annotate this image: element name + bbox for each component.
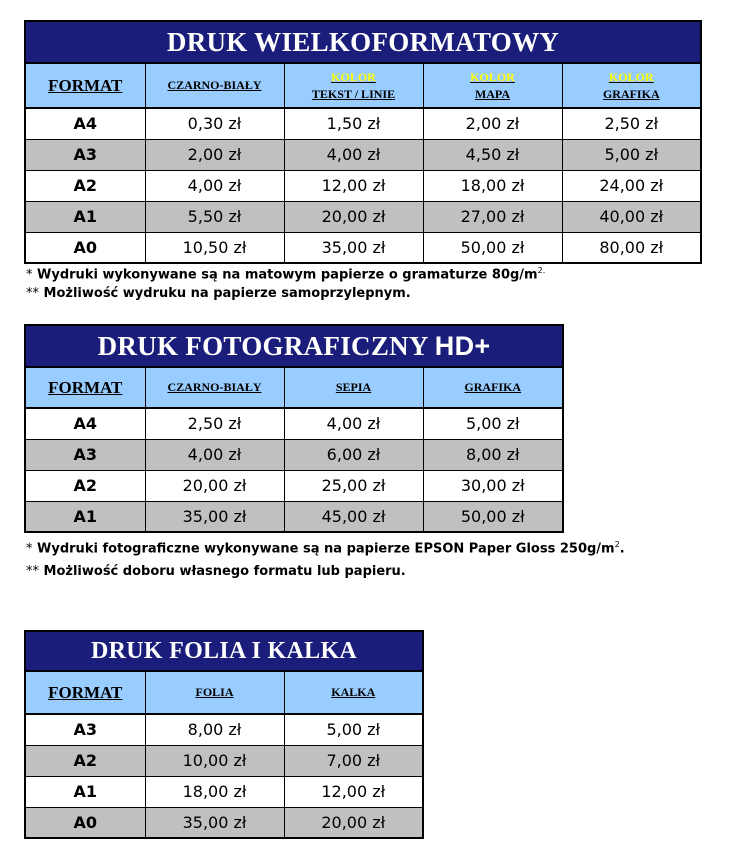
column-header-bw: CZARNO-BIAŁY bbox=[145, 63, 284, 108]
price-cell: 4,50 zł bbox=[423, 139, 562, 170]
price-cell: 2,50 zł bbox=[562, 108, 701, 139]
format-cell: A0 bbox=[25, 807, 145, 838]
table-row bbox=[25, 776, 423, 807]
price-cell: 27,00 zł bbox=[423, 201, 562, 232]
format-cell: A0 bbox=[25, 232, 145, 263]
price-cell: 20,00 zł bbox=[284, 807, 423, 838]
column-header-format: FORMAT bbox=[25, 671, 145, 714]
price-cell: 5,50 zł bbox=[145, 201, 284, 232]
column-header-graphic bbox=[562, 63, 701, 108]
price-table bbox=[24, 20, 702, 264]
price-cell: 10,00 zł bbox=[145, 745, 284, 776]
price-cell: 18,00 zł bbox=[145, 776, 284, 807]
price-cell: 40,00 zł bbox=[562, 201, 701, 232]
table-row bbox=[25, 201, 701, 232]
price-cell: 35,00 zł bbox=[284, 232, 423, 263]
kolor-label: KOLOR bbox=[331, 69, 376, 84]
column-header-format: FORMAT bbox=[25, 63, 145, 108]
table-row bbox=[25, 108, 701, 139]
price-table bbox=[24, 324, 564, 533]
table-wielkoformatowy bbox=[24, 20, 702, 264]
column-header-bw: CZARNO-BIAŁY bbox=[145, 367, 284, 408]
footnote-2: ** Możliwość doboru własnego formatu lub papieru. bbox=[26, 564, 406, 579]
price-cell: 18,00 zł bbox=[423, 170, 562, 201]
price-cell: 4,00 zł bbox=[145, 170, 284, 201]
price-cell: 4,00 zł bbox=[284, 408, 423, 439]
format-cell: A4 bbox=[25, 108, 145, 139]
column-header-graphic: GRAFIKA bbox=[423, 367, 563, 408]
footnote-1: * Wydruki fotograficzne wykonywane są na papierze EPSON Paper Gloss $250g/m^2$. bbox=[26, 540, 625, 557]
column-header-folia: FOLIA bbox=[145, 671, 284, 714]
table-fotograficzny bbox=[24, 324, 564, 533]
table-row bbox=[25, 170, 701, 201]
table-title: DRUK FOLIA I KALKA bbox=[25, 631, 423, 671]
format-cell: A3 bbox=[25, 439, 145, 470]
format-cell: A1 bbox=[25, 776, 145, 807]
format-cell: A1 bbox=[25, 501, 145, 532]
price-cell: 2,00 zł bbox=[423, 108, 562, 139]
price-cell: 45,00 zł bbox=[284, 501, 423, 532]
price-cell: 24,00 zł bbox=[562, 170, 701, 201]
kolor-label: KOLOR bbox=[608, 69, 654, 84]
format-cell: A3 bbox=[25, 714, 145, 745]
table-folia-kalka bbox=[24, 630, 424, 839]
price-table bbox=[24, 630, 424, 839]
table-row bbox=[25, 139, 701, 170]
format-cell: A2 bbox=[25, 170, 145, 201]
price-cell: 12,00 zł bbox=[284, 776, 423, 807]
price-cell: 10,50 zł bbox=[145, 232, 284, 263]
column-header-format: FORMAT bbox=[25, 367, 145, 408]
price-cell: 5,00 zł bbox=[284, 714, 423, 745]
price-cell: 35,00 zł bbox=[145, 501, 284, 532]
table-row bbox=[25, 439, 563, 470]
price-cell: 5,00 zł bbox=[562, 139, 701, 170]
table-row bbox=[25, 232, 701, 263]
table-row bbox=[25, 807, 423, 838]
footnote-2: ** Możliwość wydruku na papierze samoprzylepnym. bbox=[26, 286, 411, 301]
column-header-map bbox=[423, 63, 562, 108]
price-cell: 4,00 zł bbox=[145, 439, 284, 470]
price-cell: 80,00 zł bbox=[562, 232, 701, 263]
price-cell: 7,00 zł bbox=[284, 745, 423, 776]
format-cell: A3 bbox=[25, 139, 145, 170]
table-row bbox=[25, 501, 563, 532]
price-cell: 35,00 zł bbox=[145, 807, 284, 838]
price-cell: 20,00 zł bbox=[145, 470, 284, 501]
format-cell: A2 bbox=[25, 470, 145, 501]
footnote-1: * Wydruki wykonywane są na matowym papierze o gramaturze $80g/m^{2.}$ bbox=[26, 266, 546, 283]
price-cell: 8,00 zł bbox=[423, 439, 563, 470]
sub-label: MAPA bbox=[474, 86, 511, 101]
sub-label: TEKST / LINIE bbox=[311, 86, 396, 101]
table-row bbox=[25, 408, 563, 439]
table-title: DRUK FOTOGRAFICZNY HD+ bbox=[25, 325, 563, 367]
price-cell: 20,00 zł bbox=[284, 201, 423, 232]
table-title: DRUK WIELKOFORMATOWY bbox=[25, 21, 701, 63]
format-cell: A1 bbox=[25, 201, 145, 232]
price-cell: 30,00 zł bbox=[423, 470, 563, 501]
price-cell: 12,00 zł bbox=[284, 170, 423, 201]
table-row bbox=[25, 714, 423, 745]
price-cell: 5,00 zł bbox=[423, 408, 563, 439]
price-cell: 1,50 zł bbox=[284, 108, 423, 139]
price-cell: 0,30 zł bbox=[145, 108, 284, 139]
column-header-text bbox=[284, 63, 423, 108]
column-header-sepia: SEPIA bbox=[284, 367, 423, 408]
price-cell: 8,00 zł bbox=[145, 714, 284, 745]
column-header-kalka: KALKA bbox=[284, 671, 423, 714]
table-row bbox=[25, 470, 563, 501]
price-cell: 25,00 zł bbox=[284, 470, 423, 501]
price-cell: 4,00 zł bbox=[284, 139, 423, 170]
format-cell: A2 bbox=[25, 745, 145, 776]
price-cell: 2,00 zł bbox=[145, 139, 284, 170]
hd-plus-badge: HD+ bbox=[434, 330, 491, 361]
table-row bbox=[25, 745, 423, 776]
price-cell: 50,00 zł bbox=[423, 232, 562, 263]
kolor-label: KOLOR bbox=[470, 69, 515, 84]
sub-label: GRAFIKA bbox=[602, 86, 660, 101]
price-cell: 50,00 zł bbox=[423, 501, 563, 532]
price-cell: 6,00 zł bbox=[284, 439, 423, 470]
price-cell: 2,50 zł bbox=[145, 408, 284, 439]
format-cell: A4 bbox=[25, 408, 145, 439]
